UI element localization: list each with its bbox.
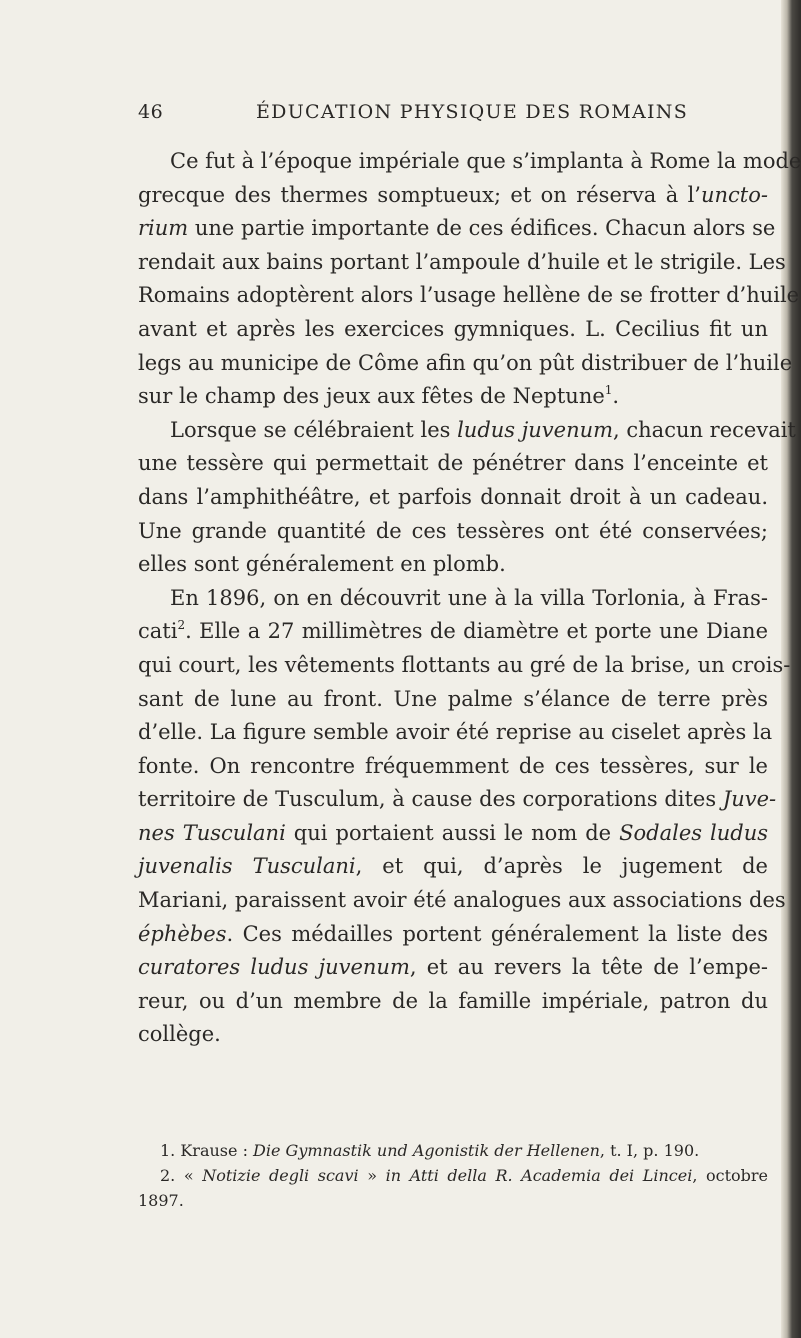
footnotes <box>138 1138 768 1213</box>
footnote-ref-2: 2 <box>177 618 186 633</box>
text-line: rendait aux bains portant l’ampoule d’huile et le strigile. Les <box>138 249 786 274</box>
text-line: En 1896, on en découvrit une à la villa Torlonia, à Fras- <box>170 585 768 610</box>
text-line: legs au municipe de Côme afin qu’on pût distribuer de l’huile <box>138 350 793 375</box>
footnote-2-continued: 1897. <box>138 1191 184 1210</box>
running-title: ÉDUCATION PHYSIQUE DES ROMAINS <box>256 101 689 123</box>
text-line: collège. <box>138 1022 221 1047</box>
page-header <box>0 101 801 131</box>
text-line: Mariani, paraissent avoir été analogues aux associations des <box>138 888 786 913</box>
text-line: rium une partie importante de ces édifices. Chacun alors se <box>138 216 776 241</box>
text-line: nes Tusculani qui portaient aussi le nom de Sodales ludus <box>138 820 769 845</box>
text-line: territoire de Tusculum, à cause des corporations dites Juve- <box>138 787 777 812</box>
text-line: sur le champ des jeux aux fêtes de Neptune$^1$. <box>138 383 620 409</box>
text-line: d’elle. La figure semble avoir été reprise au ciselet après la <box>138 720 773 745</box>
text-line: curatores ludus juvenum, et au revers la tête de l’empe- <box>138 955 768 980</box>
text-line: Ce fut à l’époque impériale que s’implanta à Rome la mode <box>170 149 801 173</box>
text-line: Une grande quantité de ces tessères ont été conservées; <box>138 518 768 543</box>
footnote-2: 2. « Notizie degli scavi » in Atti della R. Academia dei Lincei, octobre <box>160 1166 769 1185</box>
text-line: éphèbes. Ces médailles portent généralement la liste des <box>138 921 768 946</box>
text-line: sant de lune au front. Une palme s’élance de terre près <box>138 686 768 711</box>
page-number: 46 <box>138 101 164 123</box>
text-line: Lorsque se célébraient les ludus juvenum, chacun recevait <box>170 417 796 442</box>
text-line: reur, ou d’un membre de la famille impériale, patron du <box>138 988 768 1013</box>
text-line: dans l’amphithéâtre, et parfois donnait droit à un cadeau. <box>138 484 768 509</box>
text-line: grecque des thermes somptueux; et on réserva à l’uncto- <box>138 182 768 207</box>
text-line: cati$^2$. Elle a 27 millimètres de diamètre et porte une Diane <box>138 618 768 644</box>
footnote-ref-1: 1 <box>604 383 613 398</box>
footnote-1: 1. Krause : Die Gymnastik und Agonistik der Hellenen, t. I, p. 190. <box>160 1141 700 1160</box>
body-text <box>138 145 801 1052</box>
text-line: une tessère qui permettait de pénétrer dans l’enceinte et <box>138 451 768 476</box>
text-line: Romains adoptèrent alors l’usage hellène de se frotter d’huile <box>138 283 800 308</box>
text-line: qui court, les vêtements flottants au gré de la brise, un crois- <box>138 652 791 677</box>
text-line: elles sont généralement en plomb. <box>138 552 506 577</box>
text-line: fonte. On rencontre fréquemment de ces tessères, sur le <box>138 753 768 778</box>
text-line: avant et après les exercices gymniques. L. Cecilius fit un <box>138 316 768 341</box>
text-line: juvenalis Tusculani, et qui, d’après le jugement de <box>138 854 768 879</box>
